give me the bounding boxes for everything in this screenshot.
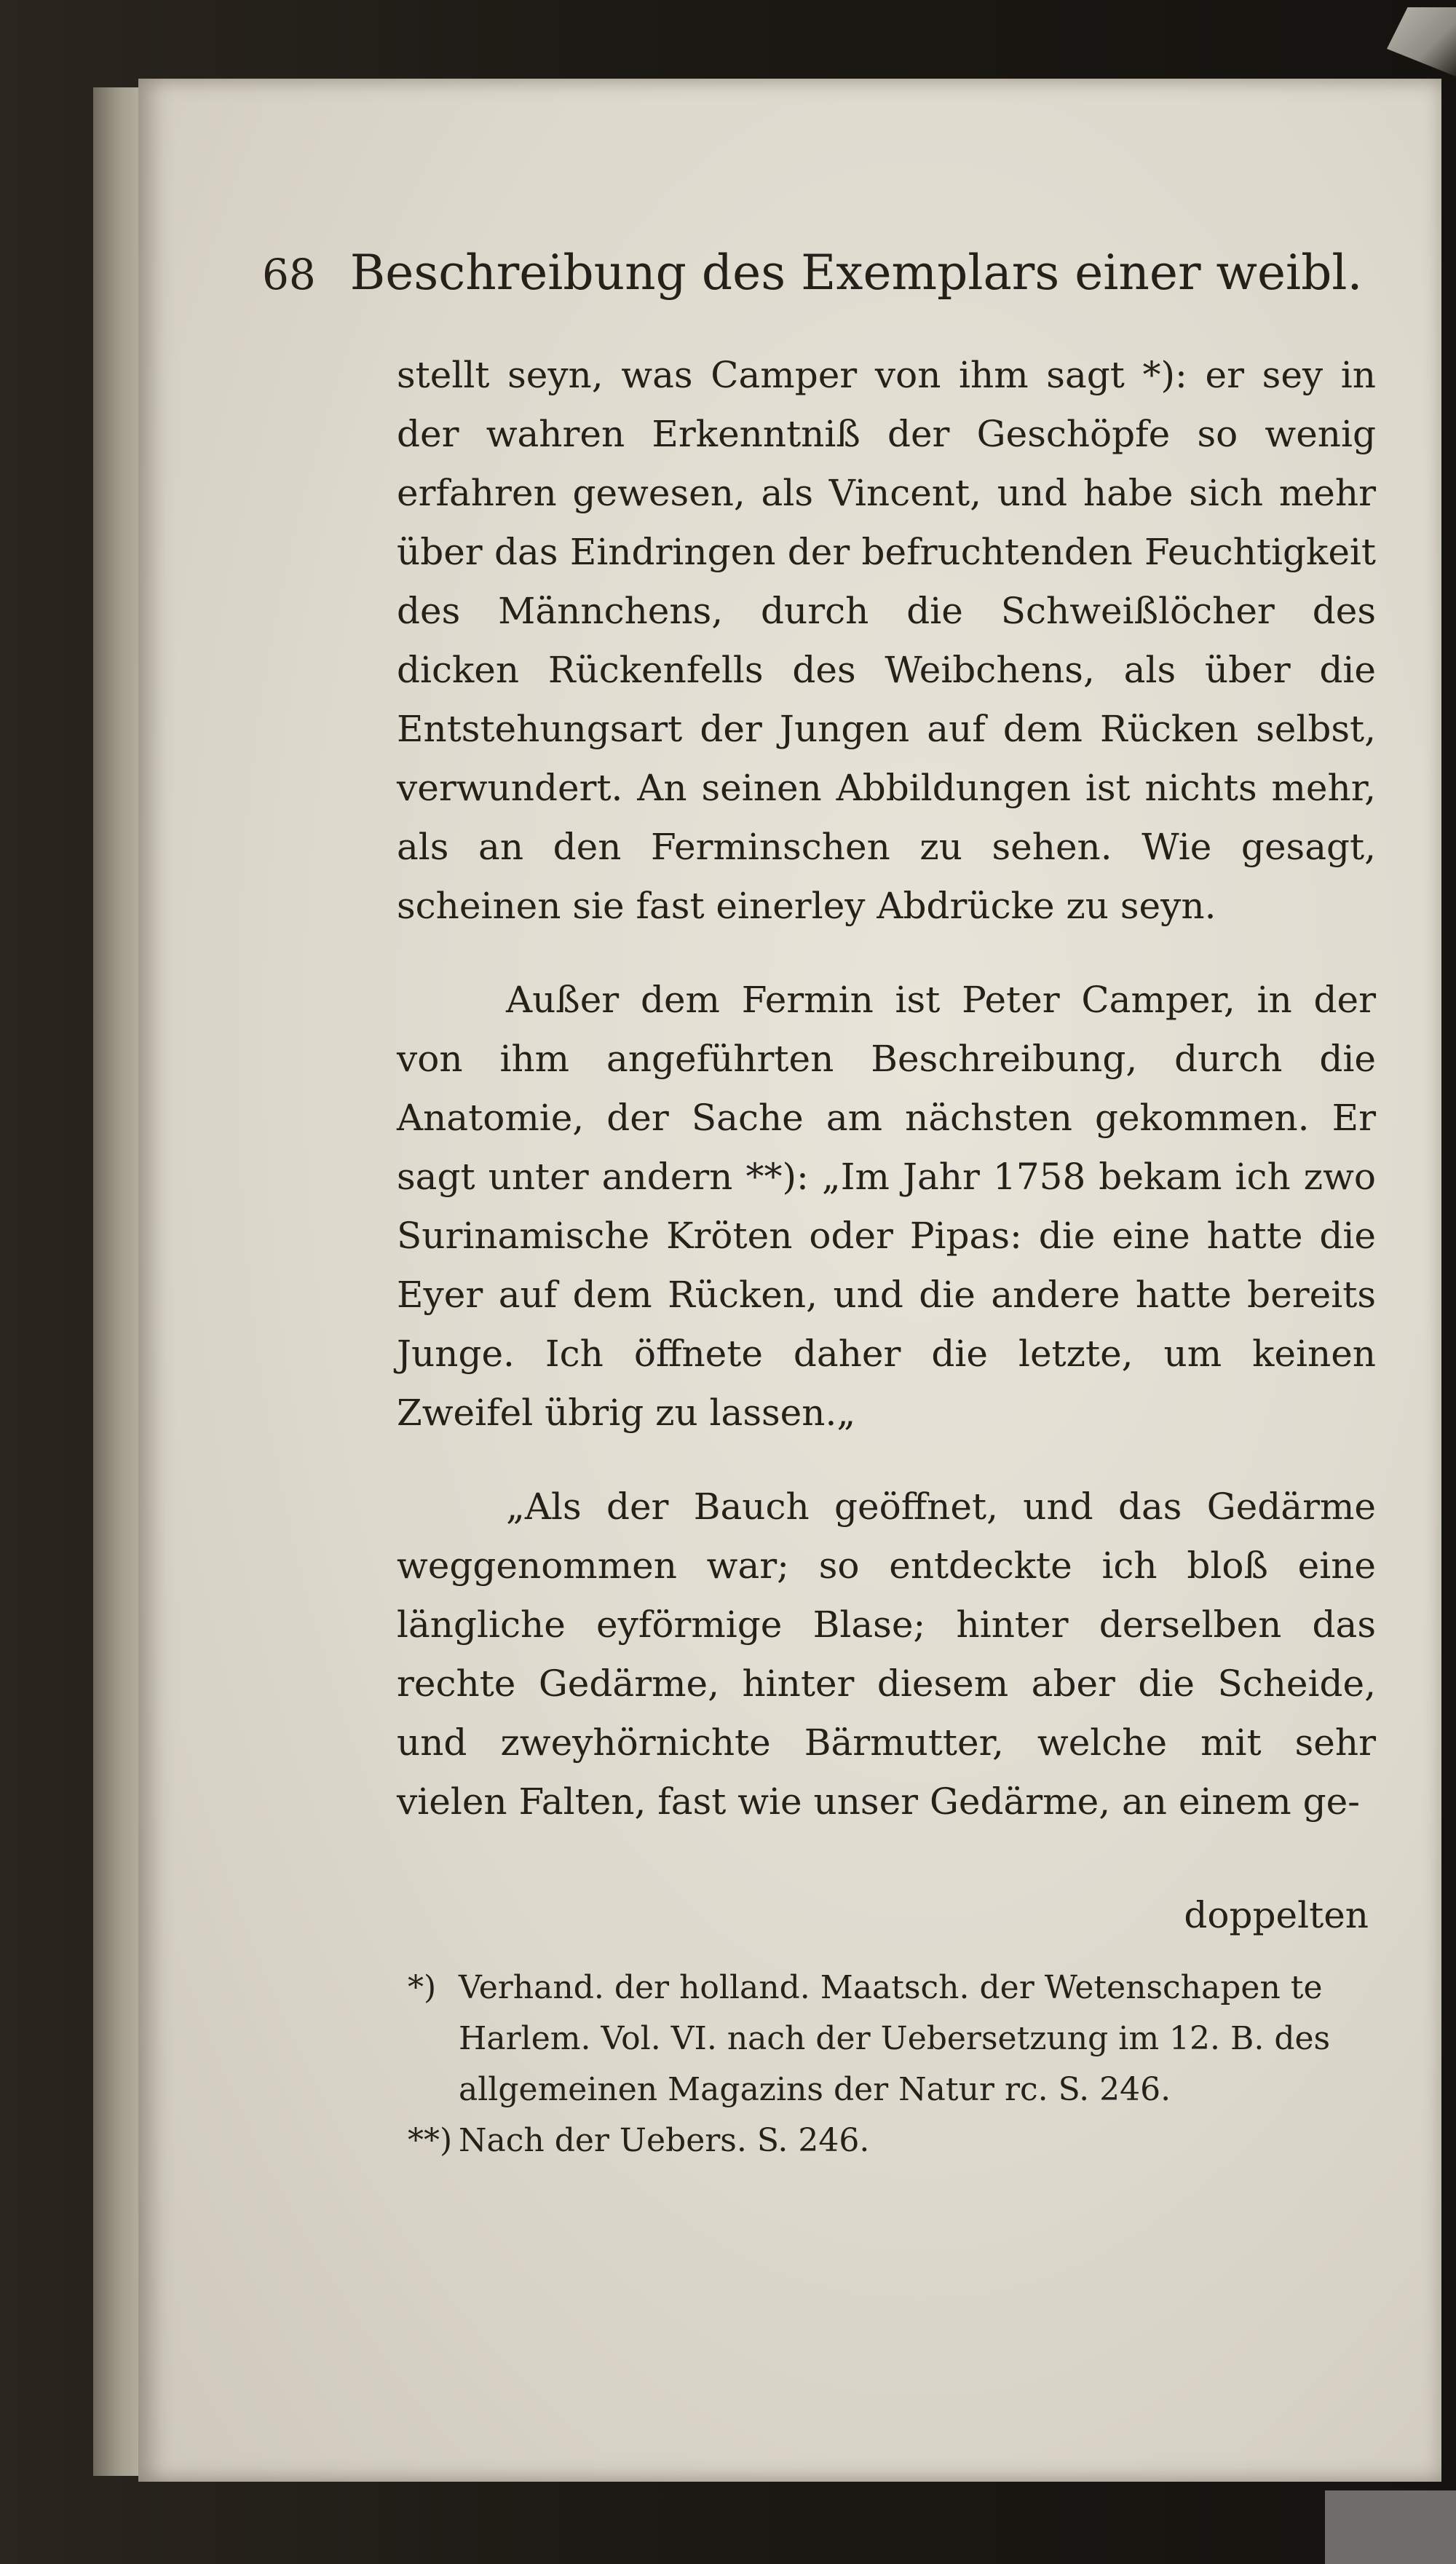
footnote-marker: *)	[408, 1969, 437, 2006]
footnote	[408, 2115, 1376, 2166]
footnotes	[408, 1963, 1376, 2166]
running-title: Beschreibung des Exemplars einer weibl.	[349, 245, 1363, 301]
footnote-marker: **)	[408, 2122, 453, 2159]
footnote-text: Verhand. der holland. Maatsch. der Wetenschapen te Harlem. Vol. VI. nach der Uebersetzung im 12. B. des allgemeinen Magazins der Natur rc. S. 246.	[459, 1969, 1331, 2108]
paragraph: „Als der Bauch geöffnet, und das Gedärme weggenommen war; so entdeckte ich bloß eine längliche eyförmige Blase; hinter derselben das rechte Gedärme, hinter diesem aber die Scheide, und zweyhörnichte Bärmutter, welche mit sehr vielen Falten, fast wie unser Gedärme, an einem ge-	[397, 1486, 1376, 1823]
running-head	[262, 233, 1376, 313]
paragraph-continued: stellt seyn, was Camper von ihm sagt *): er sey in der wahren Erkenntniß der Geschöpfe so wenig erfahren gewesen, als Vincent, und habe sich mehr über das Eindringen der befruchtenden Feuchtigkeit des Männchens, durch die Schweißlöcher des dicken Rückenfells des Weibchens, als über die Entstehungsart der Jungen auf dem Rücken selbst, verwundert. An seinen Abbildungen ist nichts mehr, als an den Ferminschen zu sehen. Wie gesagt, scheinen sie fast einerley Abdrücke zu seyn.	[397, 354, 1376, 927]
paragraph: Außer dem Fermin ist Peter Camper, in der von ihm angeführten Beschreibung, durch die Anatomie, der Sache am nächsten gekommen. Er sagt unter andern **): „Im Jahr 1758 bekam ich zwo Surinamische Kröten oder Pipas: die eine hatte die Eyer auf dem Rücken, und die andere hatte bereits Junge. Ich öffnete daher die letzte, um keinen Zweifel übrig zu lassen.„	[397, 979, 1376, 1434]
page-number: 68	[262, 250, 316, 299]
scan-bottom-edge	[1325, 2490, 1456, 2564]
catchword: doppelten	[1184, 1894, 1369, 1936]
body-text	[397, 346, 1376, 1831]
footnote-text: Nach der Uebers. S. 246.	[459, 2122, 870, 2159]
footnote	[408, 1963, 1376, 2115]
